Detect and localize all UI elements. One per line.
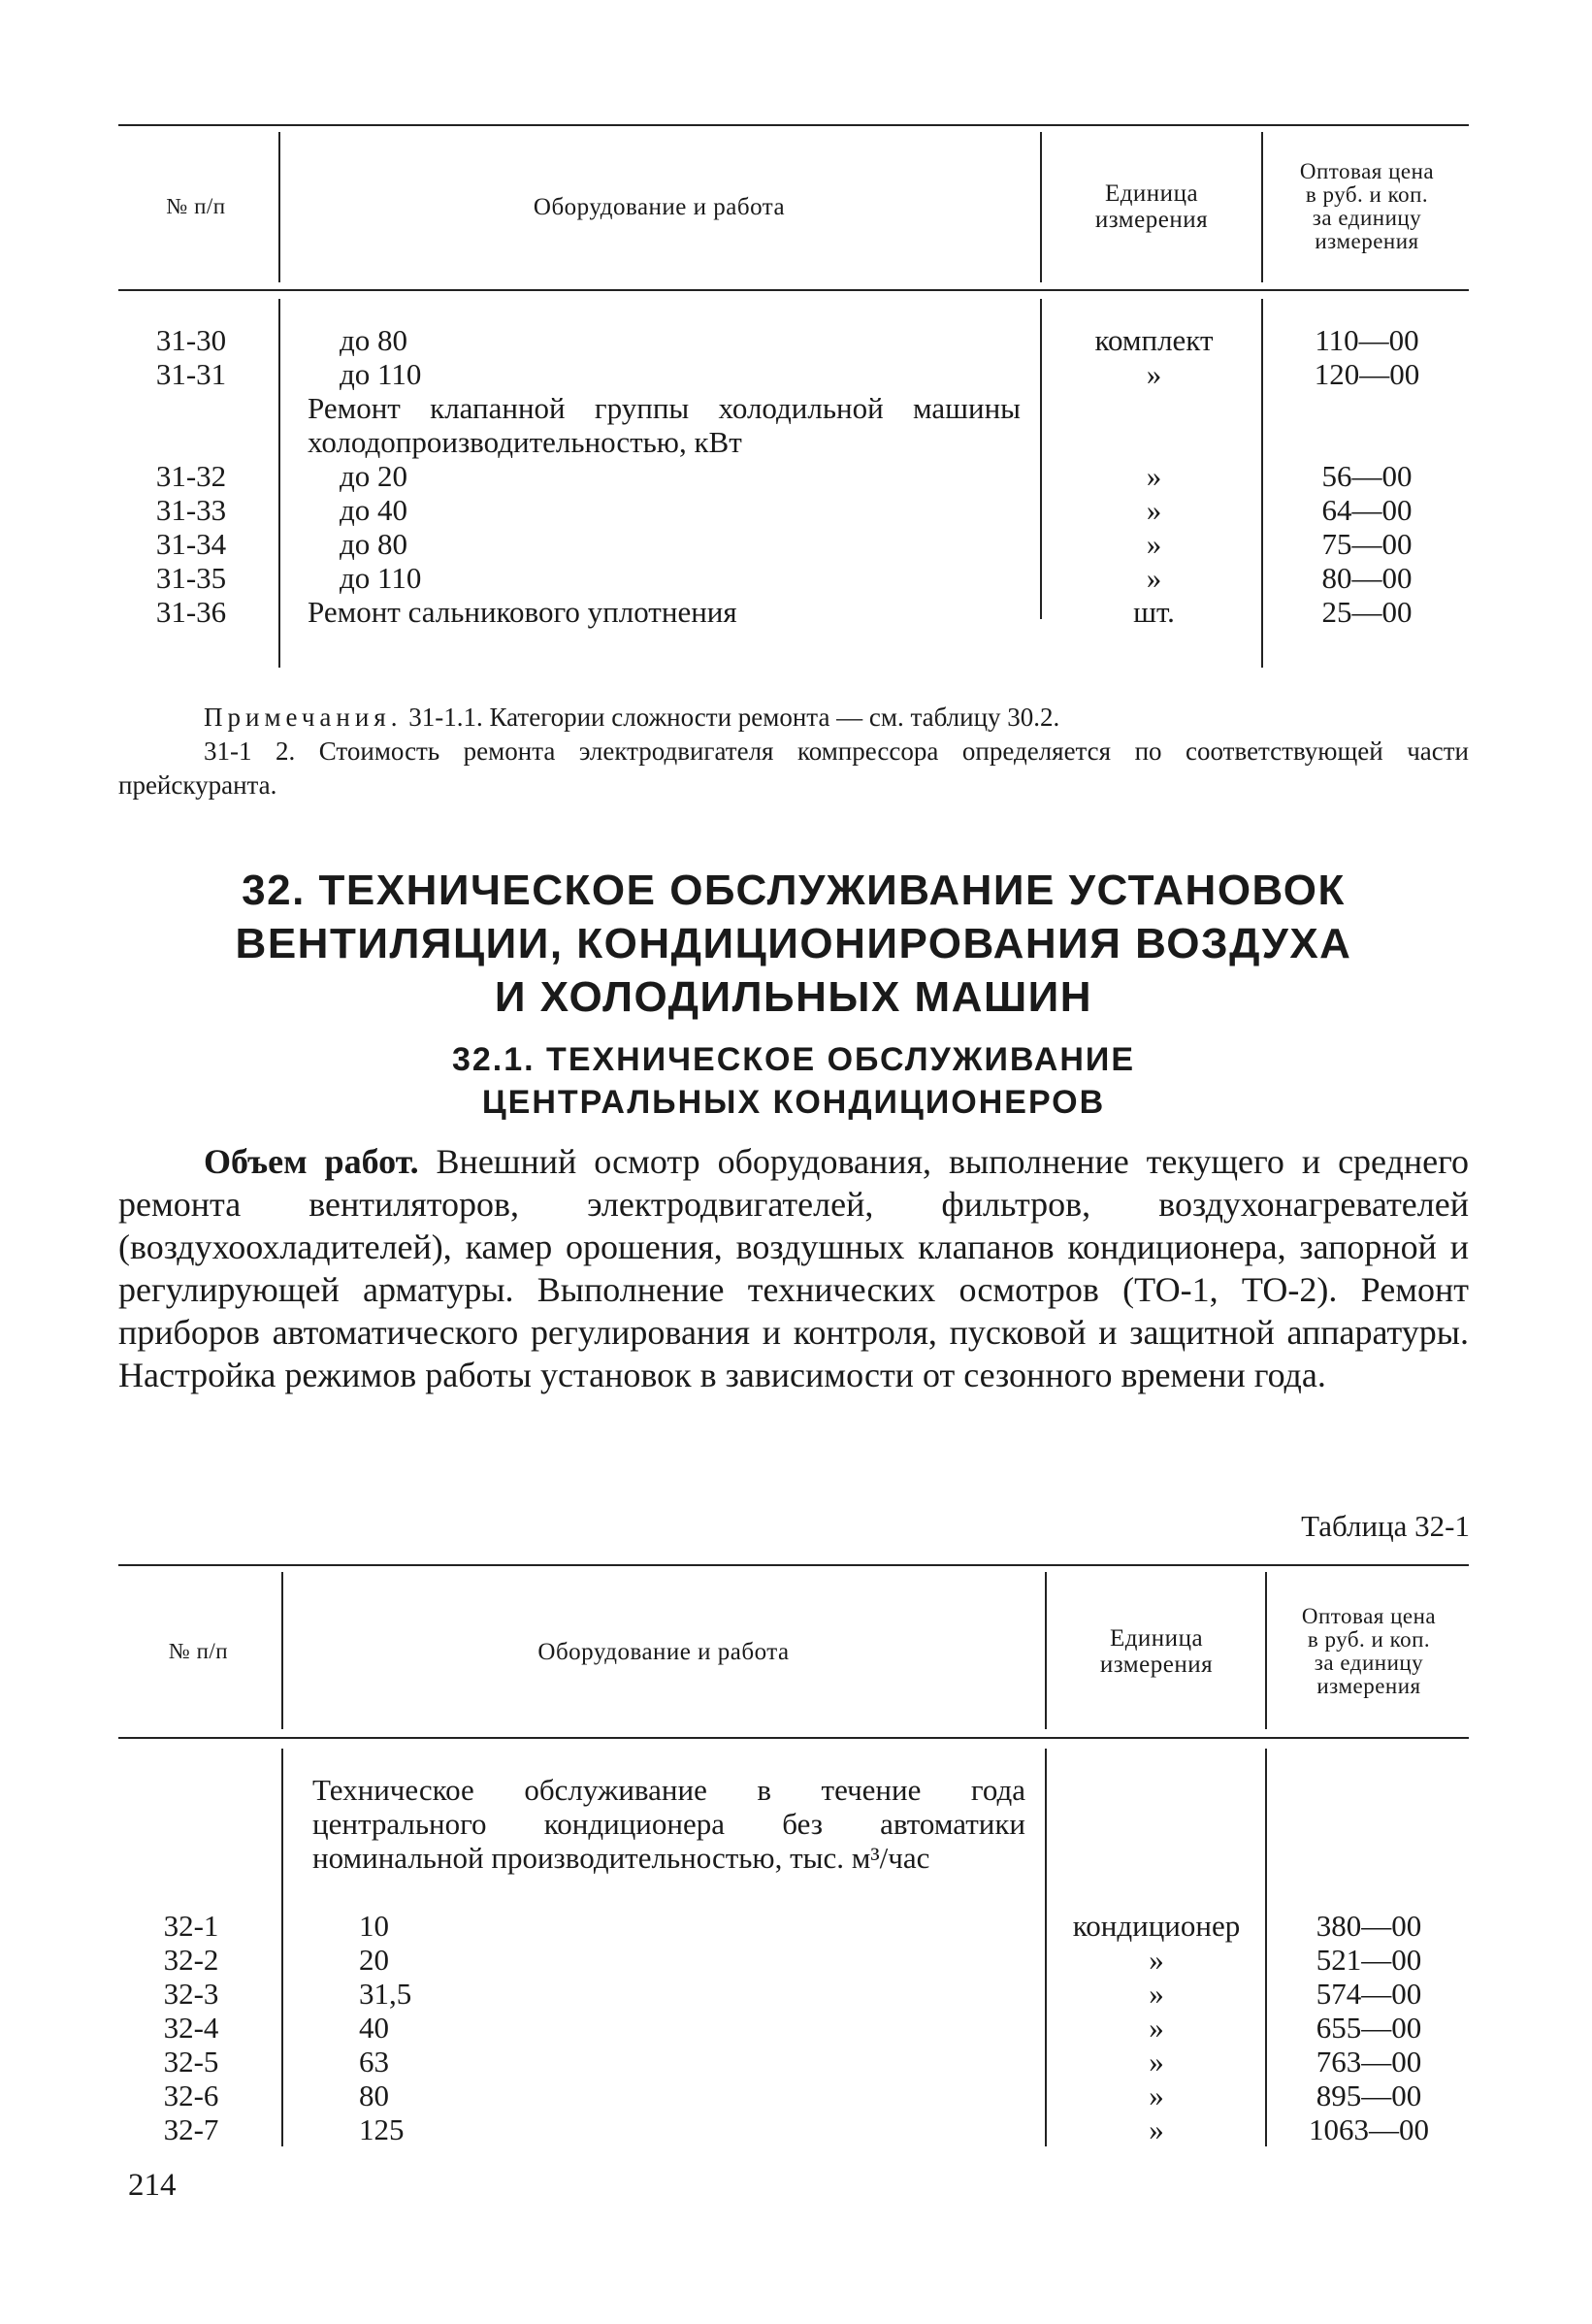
row-unit: » [1146,493,1162,527]
table-row [118,493,1469,527]
table-row [118,527,1469,561]
row-name: до 80 [340,323,408,357]
table-row-heading [118,391,1469,459]
row-price: 75—00 [1321,527,1413,561]
column-divider [1265,1572,1267,1729]
header-unit: Единица измерения [1099,1625,1214,1678]
row-price: 763—00 [1316,2045,1422,2079]
table-top-rule [118,124,1469,126]
header-equipment: Оборудование и работа [537,1638,790,1665]
table-body [118,1773,1469,2146]
row-name: 40 [359,2011,389,2045]
table-row [118,459,1469,493]
row-number: 31-34 [155,527,227,561]
row-name: до 110 [340,561,422,595]
header-num: № п/п [168,1639,229,1663]
column-divider [278,132,280,282]
row-number: 31-35 [155,561,227,595]
header-equipment: Оборудование и работа [533,193,786,220]
section-title-line: 32. ТЕХНИЧЕСКОЕ ОБСЛУЖИВАНИЕ УСТАНОВОК [242,867,1346,914]
table-row [118,1943,1469,1977]
header-price: Оптовая цена в руб. и коп. за единицу измерения [1299,159,1435,253]
section-title-line: И ХОЛОДИЛЬНЫХ МАШИН [494,973,1093,1021]
table-row [118,2045,1469,2079]
table-row [118,2011,1469,2045]
scope-of-work-paragraph [118,1140,1469,1396]
note-1 [118,701,1469,735]
scope-label: Объем работ. [204,1142,419,1181]
row-number: 32-4 [163,2011,219,2045]
row-number: 32-6 [163,2079,219,2112]
row-number: 32-7 [163,2112,219,2146]
row-price: 380—00 [1316,1909,1422,1943]
row-unit: » [1146,527,1162,561]
table-row [118,595,1469,629]
row-name: 80 [359,2079,389,2112]
note-1-text: 31-1.1. Категории сложности ремонта — см. таблицу 30.2. [408,703,1060,732]
table-row [118,357,1469,391]
header-num: № п/п [166,194,226,218]
row-unit: » [1149,1943,1164,1977]
row-number: 31-33 [155,493,227,527]
row-number: 31-36 [155,595,227,629]
row-number: 32-2 [163,1943,219,1977]
subsection-title-line: 32.1. ТЕХНИЧЕСКОЕ ОБСЛУЖИВАНИЕ [451,1041,1136,1078]
column-divider [1261,132,1263,282]
table-row [118,561,1469,595]
row-name: 125 [359,2112,405,2146]
scope-text: Внешний осмотр оборудования, выполнение текущего и среднего ремонта вентиляторов, электродвигателей, фильтров, воздухонагревателей (воздухоохладителей), камер орошения, воздушных клапанов кондиционера, запорной и регулирующей арматуры. Выполнение технических осмотров (ТО-1, ТО-2). Ремонт приборов автоматического регулирования и контроля, пусковой и защитной аппаратуры. Настройка режимов работы установок в зависимости от сезонного времени года. [118,1142,1469,1394]
table-header-rule [118,289,1469,291]
row-name: до 80 [340,527,408,561]
row-price: 25—00 [1321,595,1413,629]
row-unit: шт. [1133,595,1175,629]
row-unit: » [1146,561,1162,595]
row-price: 895—00 [1316,2079,1422,2112]
table-row [118,2079,1469,2112]
table-row [118,1977,1469,2011]
row-name: 20 [359,1943,389,1977]
row-number: 32-1 [163,1909,219,1943]
table-notes [118,701,1469,802]
table-32-1 [118,1564,1469,2146]
header-unit: Единица измерения [1094,180,1209,233]
row-price: 574—00 [1316,1977,1422,2011]
row-name: Техническое обслуживание в течение года центрального кондиционера без автоматики номинальной производительностью, тыс. м³/час [312,1773,1025,1875]
row-name: Ремонт сальникового уплотнения [308,595,737,629]
table-row [118,2112,1469,2146]
row-price: 80—00 [1321,561,1413,595]
column-divider [1040,132,1042,282]
row-unit: » [1149,2079,1164,2112]
row-number: 31-30 [155,323,227,357]
row-name: 63 [359,2045,389,2079]
table-row [118,1909,1469,1943]
row-price: 655—00 [1316,2011,1422,2045]
row-name: 31,5 [359,1977,412,2011]
row-unit: » [1146,459,1162,493]
row-name: до 110 [340,357,422,391]
row-number: 31-31 [155,357,227,391]
row-price: 120—00 [1314,357,1420,391]
row-unit: » [1146,357,1162,391]
row-unit: » [1149,2011,1164,2045]
row-name: до 20 [340,459,408,493]
row-unit: » [1149,1977,1164,2011]
row-unit: кондиционер [1072,1909,1241,1943]
table-row-heading [118,1773,1469,1909]
table-header-rule [118,1737,1469,1739]
table-caption: Таблица 32-1 [1301,1509,1470,1543]
section-title [118,864,1469,1024]
column-divider [281,1572,283,1729]
notes-label: Примечания. [204,703,403,732]
row-price: 64—00 [1321,493,1413,527]
row-name: до 40 [340,493,408,527]
row-number: 32-3 [163,1977,219,2011]
row-unit: комплект [1094,323,1214,357]
row-number: 32-5 [163,2045,219,2079]
note-2-text: 31-1 2. Стоимость ремонта электродвигателя компрессора определяется по соответствующей части прейскуранта. [118,736,1469,800]
column-divider [1045,1572,1047,1729]
table-31 [118,124,1469,668]
row-unit: » [1149,2112,1164,2146]
subsection-title [118,1038,1469,1124]
section-title-line: ВЕНТИЛЯЦИИ, КОНДИЦИОНИРОВАНИЯ ВОЗДУХА [235,920,1352,967]
row-number: 31-32 [155,459,227,493]
table-body [118,323,1469,629]
table-top-rule [118,1564,1469,1566]
subsection-title-line: ЦЕНТРАЛЬНЫХ КОНДИЦИОНЕРОВ [481,1084,1106,1121]
table-row [118,323,1469,357]
row-price: 521—00 [1316,1943,1422,1977]
row-unit: » [1149,2045,1164,2079]
row-price: 56—00 [1321,459,1413,493]
page-number: 214 [128,2168,177,2203]
header-price: Оптовая цена в руб. и коп. за единицу измерения [1301,1604,1437,1698]
note-2 [118,735,1469,802]
row-price: 1063—00 [1309,2112,1429,2146]
row-name: 10 [359,1909,389,1943]
row-name: Ремонт клапанной группы холодильной машины холодопроизводительностью, кВт [308,391,1021,459]
row-price: 110—00 [1315,323,1419,357]
